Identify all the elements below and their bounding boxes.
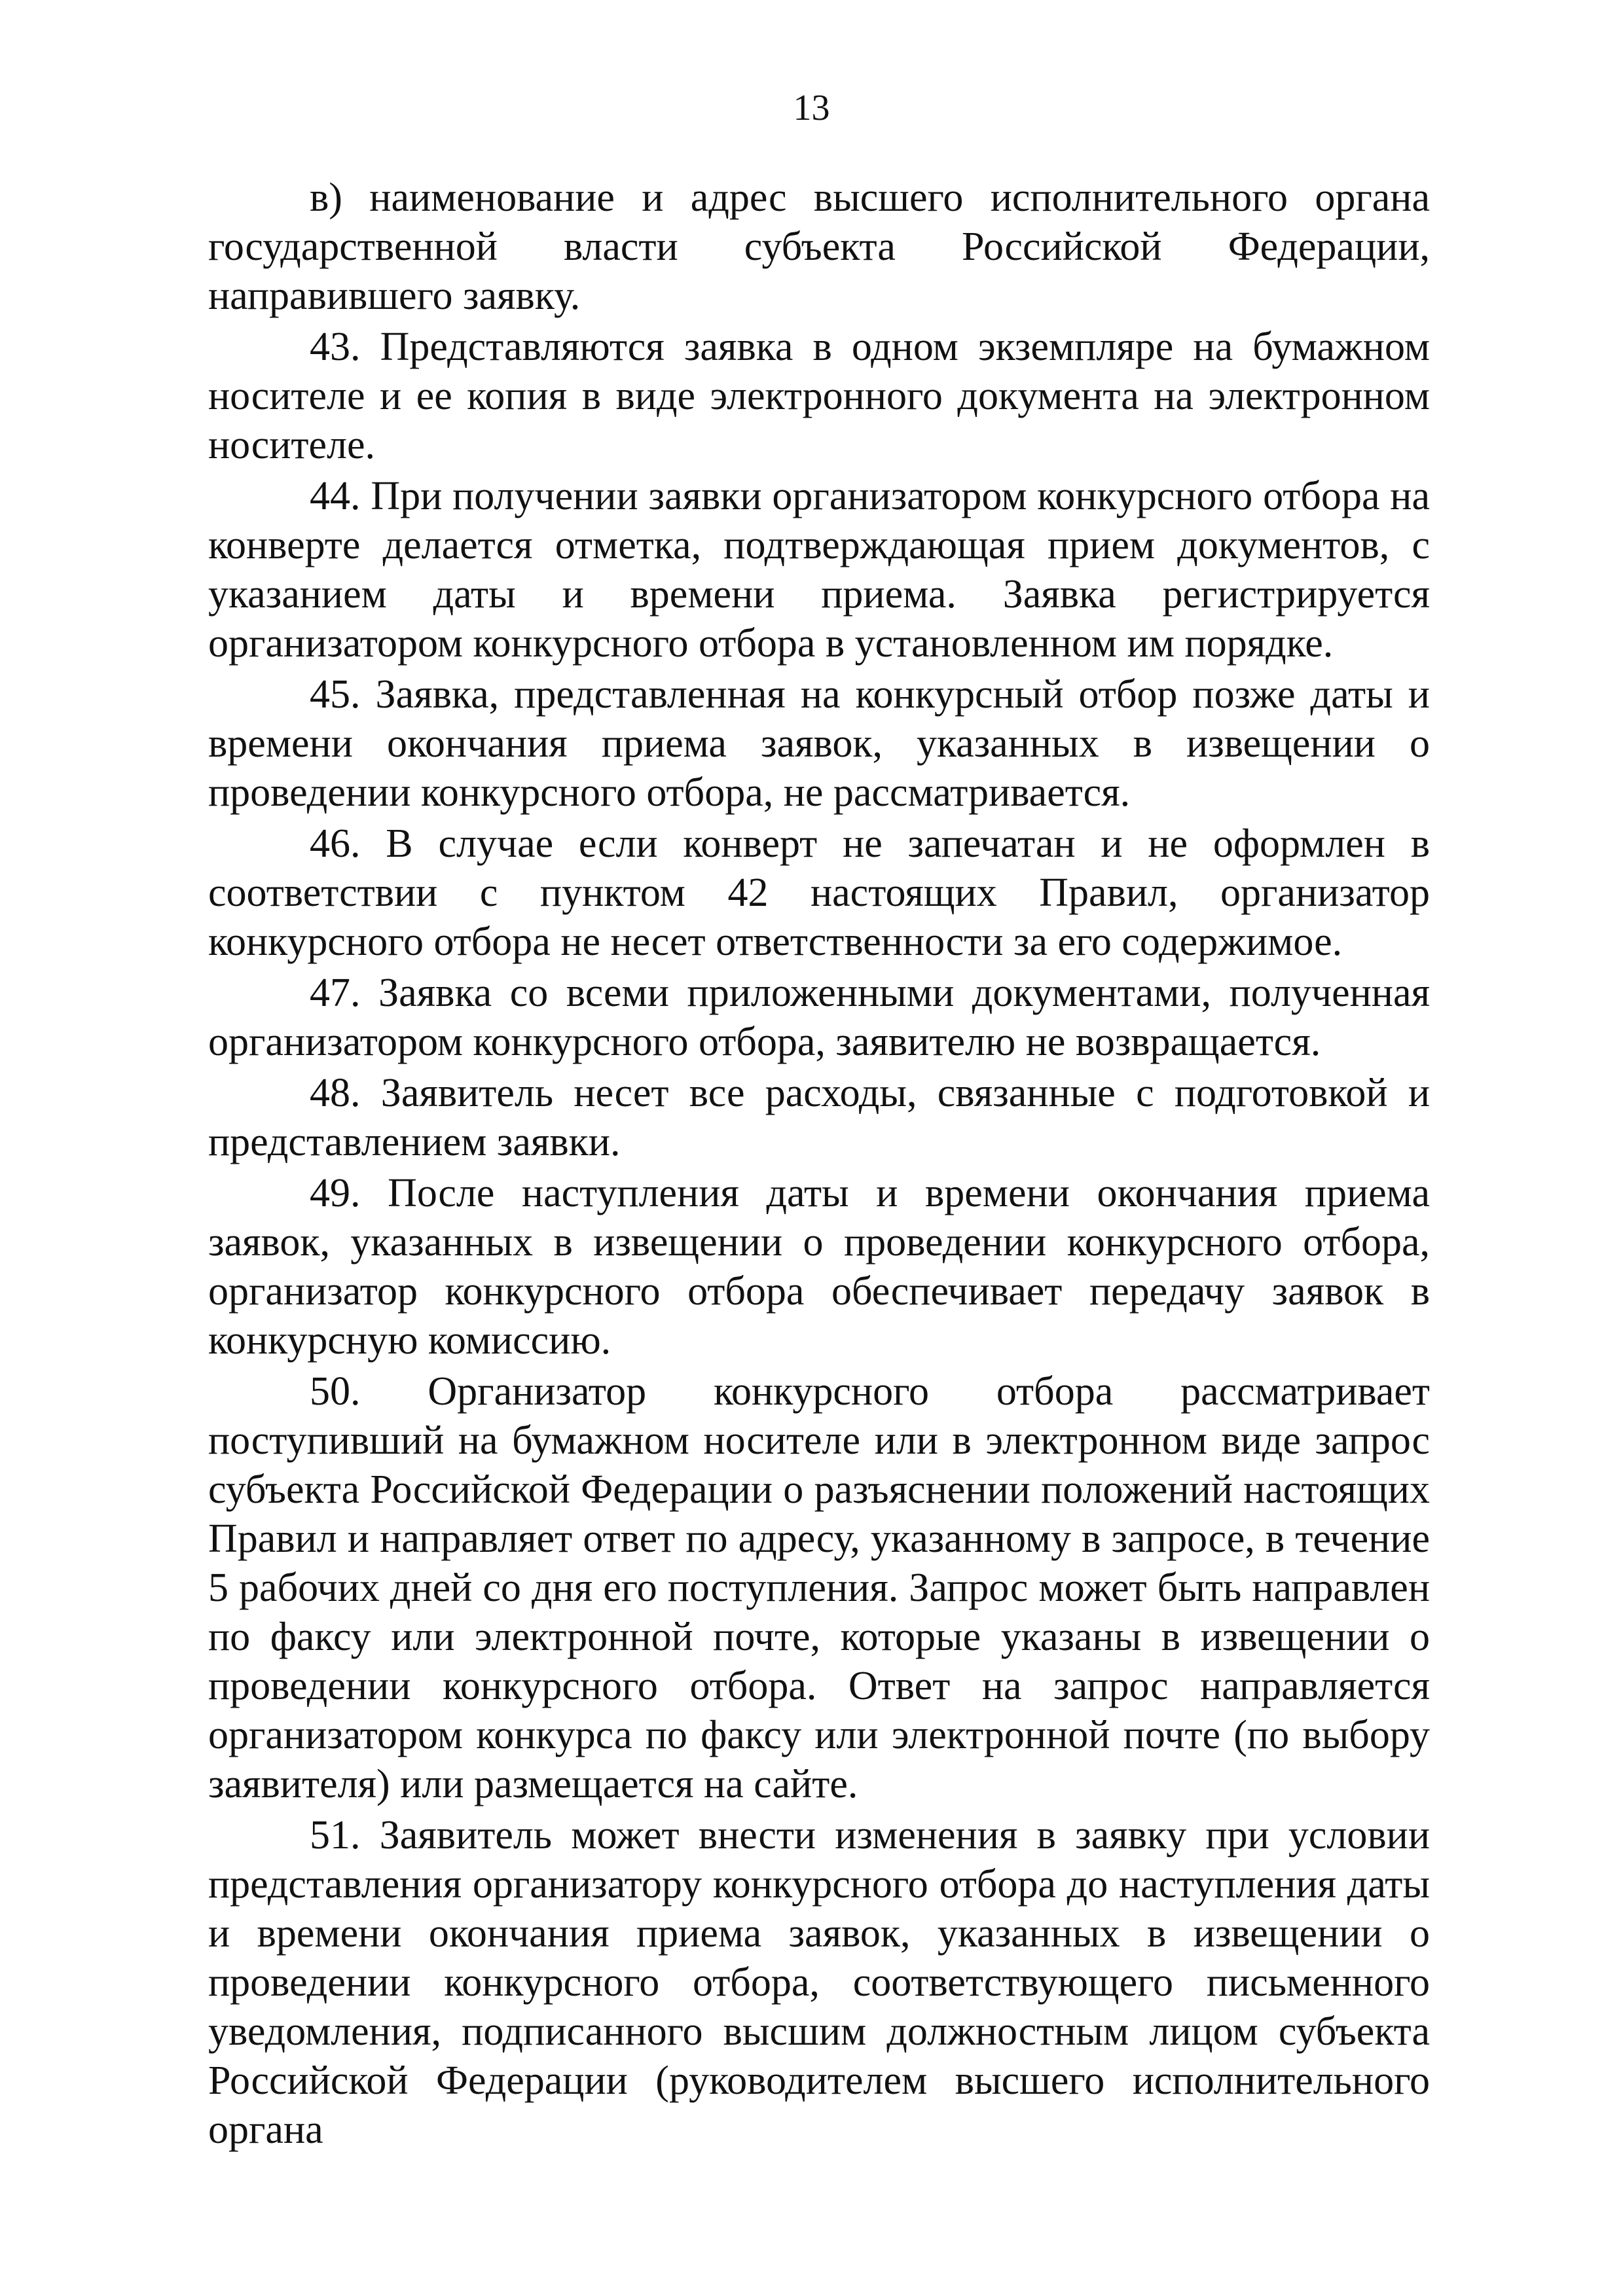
paragraph-47: 47. Заявка со всеми приложенными документами, полученная организатором конкурсного отбора, заявителю не возвращается. bbox=[208, 971, 1430, 1064]
paragraph-51: 51. Заявитель может внести изменения в заявку при условии представления организатору конкурсного отбора до наступления даты и времени окончания приема заявок, указанных в извещении о проведении конкурсного отбора, соответствующего письменного уведомления, подписанного высшим должностным лицом субъекта Российской Федерации (руководителем высшего исполнительного органа bbox=[208, 1813, 1430, 2152]
paragraph-item-v: в) наименование и адрес высшего исполнительного органа государственной власти субъекта Российской Федерации, направившего заявку. bbox=[208, 175, 1430, 318]
paragraph-48: 48. Заявитель несет все расходы, связанные с подготовкой и представлением заявки. bbox=[208, 1071, 1430, 1164]
paragraph-49: 49. После наступления даты и времени окончания приема заявок, указанных в извещении о проведении конкурсного отбора, организатор конкурсного отбора обеспечивает передачу заявок в конкурсную комиссию. bbox=[208, 1171, 1430, 1363]
paragraph-43: 43. Представляются заявка в одном экземпляре на бумажном носителе и ее копия в виде электронного документа на электронном носителе. bbox=[208, 325, 1430, 467]
paragraph-45: 45. Заявка, представленная на конкурсный отбор позже даты и времени окончания приема заявок, указанных в извещении о проведении конкурсного отбора, не рассматривается. bbox=[208, 672, 1430, 815]
paragraph-44: 44. При получении заявки организатором конкурсного отбора на конверте делается отметка, подтверждающая прием документов, с указанием даты и времени приема. Заявка регистрируется организатором конкурсного отбора в установленном им порядке. bbox=[208, 474, 1430, 666]
document-body bbox=[208, 173, 1430, 2157]
paragraph-46: 46. В случае если конверт не запечатан и не оформлен в соответствии с пунктом 42 настоящих Правил, организатор конкурсного отбора не несет ответственности за его содержимое. bbox=[208, 821, 1430, 964]
paragraph-50: 50. Организатор конкурсного отбора рассматривает поступивший на бумажном носителе или в электронном виде запрос субъекта Российской Федерации о разъяснении положений настоящих Правил и направляет ответ по адресу, указанному в запросе, в течение 5 рабочих дней со дня его поступления. Запрос может быть направлен по факсу или электронной почте, которые указаны в извещении о проведении конкурсного отбора. Ответ на запрос направляется организатором конкурса по факсу или электронной почте (по выбору заявителя) или размещается на сайте. bbox=[208, 1369, 1430, 1806]
page-number: 13 bbox=[793, 88, 830, 128]
